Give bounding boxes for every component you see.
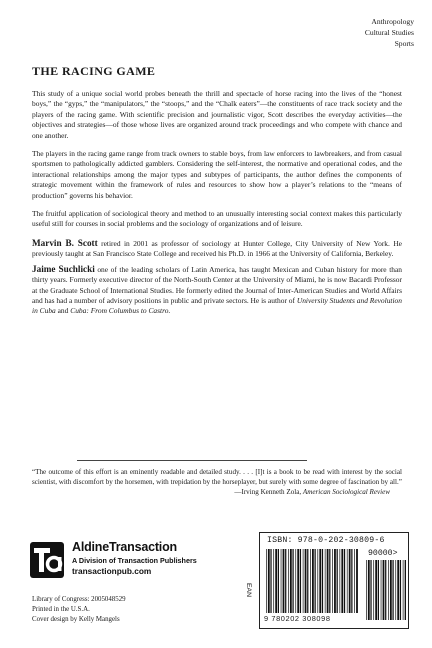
bio-connector: and [55, 306, 71, 316]
category-cultural-studies: Cultural Studies [364, 28, 414, 37]
book-title-1: University Students and Revolution in Cuba [32, 295, 402, 316]
author-name: Marvin B. Scott [32, 237, 98, 248]
category-sports: Sports [394, 39, 414, 48]
publisher-block [30, 540, 210, 580]
book-title: THE RACING GAME [32, 64, 156, 78]
colophon [32, 595, 126, 624]
barcode-main-icon [266, 549, 358, 613]
contributor-bio-text: one of the leading scholars of Latin America, has taught Mexican and Cuban history for more than thirty years. Formerly executive director of the North-South Center at the University of Miami, he is now Bacardi Professor at the Graduate School of International Studies. He formerly edited the Journal of Inter-American Studies and World Affairs and has had a number of advisory positions in public and private sectors. He is author of [32, 264, 402, 305]
isbn-label: ISBN: 978-0-202-30809-6 [267, 536, 385, 545]
cover-design-line: Cover design by Kelly Mangels [32, 615, 120, 623]
price-code: 90000> [368, 549, 398, 558]
description-paragraph-1: This study of a unique social world probes beneath the thrill and spectacle of horse racing into the lives of the “honest boys,” the “gyps,” the “manipulators,” the “stoops,” and the “Chalk eaters”—the constituents of race track society and the players of the racing game. With scientific precision and journalistic vigor, Scott describes the everyday activities—the objectives and strategies—of those whose lives are organized around track proceedings and who compete with chance and one another. [32, 89, 402, 140]
contributor-bio [32, 264, 402, 317]
author-bio [32, 238, 402, 260]
library-of-congress-line: Library of Congress: 2005048529 [32, 596, 126, 603]
book-title-2: Cuba: From Columbus to Castro. [70, 306, 171, 316]
quote-author: —Irving Kenneth Zola, [234, 488, 303, 497]
ean-label: EAN [245, 583, 252, 597]
barcode-addon-icon [366, 560, 406, 620]
publisher-url: transactionpub.com [72, 566, 152, 576]
publisher-logo-icon [30, 542, 64, 578]
subject-categories [365, 16, 414, 49]
author-bio-text: retired in 2001 as professor of sociology at Hunter College, City University of New York. He previously taught at San Francisco State College and received his Ph.D. in 1966 at the University of California, Berkeley. [32, 238, 402, 259]
publisher-name: AldineTransaction [72, 540, 177, 554]
category-anthropology: Anthropology [371, 17, 414, 26]
description-paragraph-2: The players in the racing game range from track owners to stable boys, from law enforcers to lawbreakers, and from casual sportsmen to pathologically addicted gamblers. Considering the self-interest, the normative and operational codes, and the interactional relationships among the major types and subtypes of participants, the author defines the components of strategic movement within the framework of rules and resources to show how a player’s relations to the “means of production” governs his behavior. [32, 149, 402, 200]
printed-in-line: Printed in the U.S.A. [32, 605, 90, 613]
quote-attribution [32, 488, 402, 498]
barcode-digits: 9 780202 308098 [264, 614, 331, 623]
review-quote [32, 468, 402, 498]
description-paragraph-3: The fruitful application of sociological theory and method to an unusually interesting social context makes this particularly useful still for courses in social problems and the sociology of organizations and of leisure. [32, 209, 402, 229]
quote-text: “The outcome of this effort is an eminently readable and detailed study. . . . [I]t is a book to be read with interest by the social scientist, with discomfort by the horsemen, with trepidation by the horseplayer, but surely with some degree of fascination by all.” [32, 468, 402, 486]
description-body [32, 89, 402, 321]
contributor-name: Jaime Suchlicki [32, 263, 95, 274]
divider-rule [77, 460, 307, 461]
quote-source: American Sociological Review [302, 488, 390, 497]
publisher-subtitle: A Division of Transaction Publishers [72, 556, 197, 565]
